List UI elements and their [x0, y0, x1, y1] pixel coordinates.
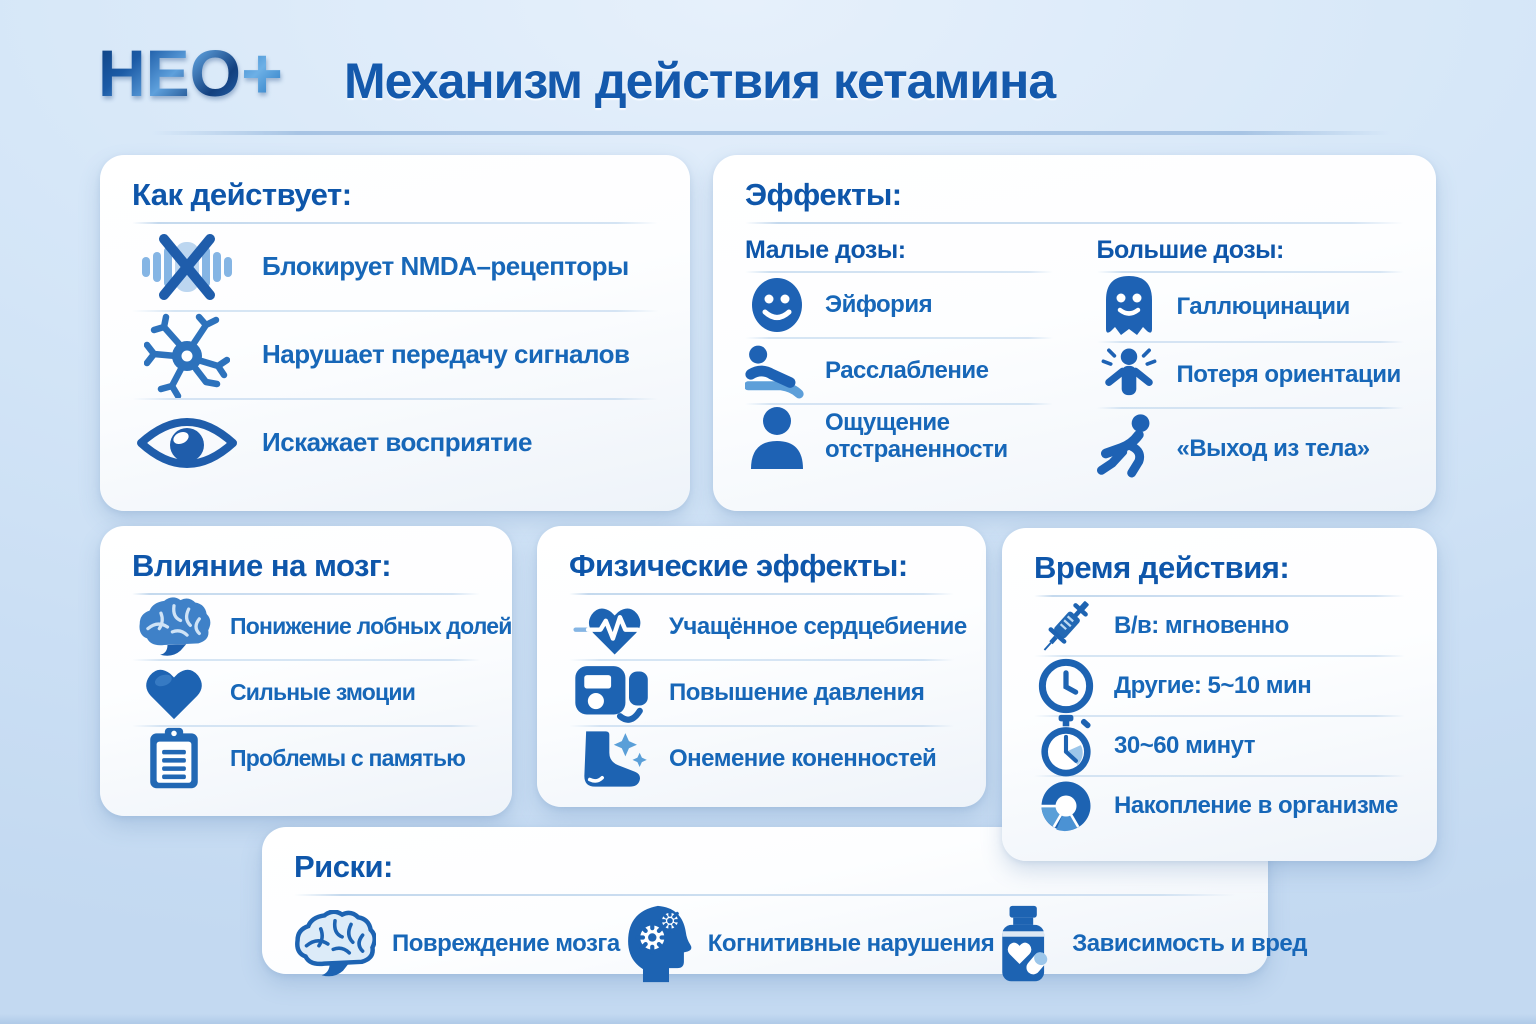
- list-item: [132, 400, 658, 486]
- list-item: [1034, 777, 1405, 835]
- header-divider: [150, 131, 1390, 135]
- heartbeat-heart-icon: [569, 596, 655, 658]
- card-duration-title: Время действия:: [1034, 550, 1290, 585]
- list-item: [1097, 273, 1405, 341]
- receptor-blocked-icon: [132, 230, 242, 304]
- list-item: [569, 727, 954, 791]
- floating-person-icon: [1097, 409, 1161, 489]
- list-item: [569, 661, 954, 725]
- damaged-brain-icon: [294, 910, 376, 978]
- head-gears-icon: [620, 904, 692, 984]
- heart-icon: [132, 664, 216, 722]
- card-physical-effects: [537, 526, 986, 807]
- list-item: [132, 224, 658, 310]
- logo-plus-sign: +: [241, 34, 284, 114]
- brain-icon: [132, 596, 216, 658]
- list-item: [1034, 597, 1405, 655]
- item-label: 30~60 минут: [1114, 731, 1255, 759]
- item-label: «Выход из тела»: [1176, 434, 1370, 462]
- neuron-icon: [132, 312, 242, 398]
- item-label: Зависимость и вред: [1072, 929, 1307, 957]
- disoriented-person-icon: [1097, 343, 1161, 407]
- list-item: [745, 405, 1053, 469]
- title-divider: [294, 894, 1236, 896]
- eye-icon: [132, 410, 242, 476]
- card-physical-title: Физические эффекты:: [569, 548, 908, 583]
- item-label: Накопление в организме: [1114, 791, 1398, 819]
- item-label: Потеря ориентации: [1176, 360, 1401, 388]
- column-subtitle: Малые дозы:: [745, 236, 906, 264]
- list-item: [994, 904, 1307, 984]
- item-label: Онемение коненностей: [669, 744, 937, 772]
- list-item: [569, 595, 967, 659]
- item-label: Проблемы с памятью: [230, 745, 466, 772]
- item-label: Другие: 5~10 мин: [1114, 671, 1312, 699]
- list-item: [132, 727, 480, 791]
- card-how-it-works: [100, 155, 690, 511]
- list-item: [745, 339, 1053, 403]
- list-item: [745, 273, 1053, 337]
- syringe-icon: [1034, 593, 1098, 659]
- card-risks-title: Риски:: [294, 849, 393, 884]
- list-item: [132, 595, 512, 659]
- item-label: Нарушает передачу сигналов: [262, 339, 630, 370]
- reclining-person-icon: [745, 339, 809, 403]
- card-effects-title: Эффекты:: [745, 177, 902, 212]
- item-label: Эйфория: [825, 290, 933, 318]
- numb-foot-icon: [569, 726, 655, 792]
- card-duration: [1002, 528, 1437, 861]
- item-label: Повреждение мозга: [392, 929, 620, 957]
- large-doses-column: [1097, 236, 1405, 489]
- item-label: Искажает восприятие: [262, 427, 532, 458]
- card-brain-title: Влияние на мозг:: [132, 548, 392, 583]
- list-item: [132, 312, 658, 398]
- list-item: [1034, 657, 1405, 715]
- blood-pressure-monitor-icon: [569, 659, 655, 727]
- neo-plus-logo: [98, 34, 284, 114]
- card-effects: [713, 155, 1436, 511]
- item-label: Сильные змоции: [230, 679, 416, 706]
- pill-bottle-icon: [994, 904, 1056, 984]
- item-label: Блокирует NMDA–рецепторы: [262, 251, 629, 282]
- list-item: [132, 661, 480, 725]
- column-subtitle: Большие дозы:: [1096, 236, 1284, 264]
- stopwatch-icon: [1034, 714, 1098, 778]
- item-label: Галлюцинации: [1176, 292, 1350, 320]
- item-label: Когнитивные нарушения: [707, 929, 995, 957]
- item-label: Ощущение отстраненности: [825, 409, 1008, 463]
- small-doses-column: [745, 236, 1053, 489]
- ghost-icon: [1097, 273, 1161, 341]
- smiley-face-icon: [745, 276, 809, 334]
- item-label: Понижение лобных долей: [230, 613, 512, 640]
- list-item: [1097, 343, 1405, 407]
- list-item: [294, 910, 620, 978]
- item-label: Повышение давления: [669, 678, 925, 706]
- card-brain-influence: [100, 526, 512, 816]
- item-label: Расслабление: [825, 356, 989, 384]
- item-label: Учащённое сердцебиение: [669, 612, 967, 640]
- list-item: [620, 904, 994, 984]
- card-how-title: Как действует:: [132, 177, 352, 212]
- clock-icon: [1034, 658, 1098, 714]
- item-label: В/в: мгновенно: [1114, 611, 1289, 639]
- title-divider: [745, 222, 1404, 224]
- pie-chart-icon: [1034, 778, 1098, 834]
- clipboard-icon: [132, 727, 216, 791]
- list-item: [1034, 717, 1405, 775]
- logo-text: НЕО: [98, 36, 242, 110]
- person-silhouette-icon: [745, 405, 809, 469]
- list-item: [1097, 409, 1405, 489]
- page-title: Механизм действия кетамина: [344, 53, 1056, 109]
